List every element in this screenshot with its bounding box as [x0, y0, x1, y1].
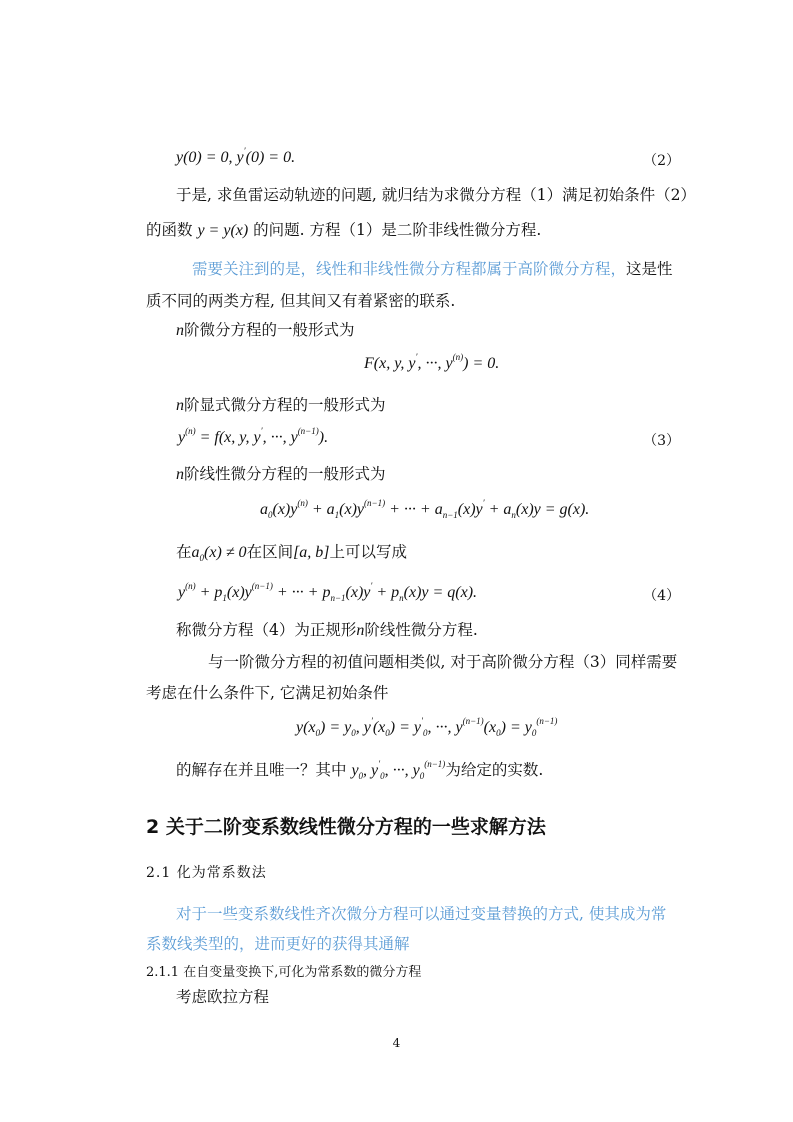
nth-general-formula: F(x, y, y′, ···, $y^{(n)}) = 0$. [364, 352, 500, 372]
paragraph-2-line-1: 需要关注到的是，线性和非线性微分方程都属于高阶微分方程，这是性 [192, 260, 673, 278]
section-2-1-1-heading: 2.1.1 在自变量变换下,可化为常系数的微分方程 [146, 965, 422, 980]
paragraph-1-line-2: 的函数 y = y(x) 的问题. 方程（1）是二阶非线性微分方程. [146, 221, 542, 239]
equation-2-number: （2） [643, 153, 680, 169]
paragraph-1-line-1: 于是, 求鱼雷运动轨迹的问题, 就归结为求微分方程（1）满足初始条件（2） [176, 186, 696, 204]
nth-linear-formula: $a_0(x)y^{(n)} + a_1(x)y^{(n-1)}$ + ··· + $a_{n-1}(x)y' + a_n(x)y = g(x)$. [260, 498, 590, 520]
equation-2: y(0) = 0, y′(0) = 0. [176, 146, 296, 166]
interval-condition: 在$a_0(x) \ne 0$在区间[a, b]上可以写成 [176, 543, 408, 563]
paragraph-3-line-1: 与一阶微分方程的初值问题相类似, 对于高阶微分方程（3）同样需要 [208, 653, 678, 671]
paragraph-2-line-2: 质不同的两类方程, 但其间又有着紧密的联系. [146, 292, 456, 310]
equation-4: $y^{(n)} + p_1(x)y^{(n-1)}$ + ··· + $p_{n-1}(x)y' + p_n(x)y = q(x)$. [178, 581, 478, 603]
nth-general-intro: n阶微分方程的一般形式为 [176, 321, 355, 339]
paragraph-4-line-1: 对于一些变系数线性齐次微分方程可以通过变量替换的方式, 使其成为常 [176, 905, 667, 923]
euler-equation-text: 考虑欧拉方程 [176, 988, 270, 1006]
normal-form-text: 称微分方程（4）为正规形n阶线性微分方程. [176, 621, 478, 639]
section-2-1-heading: 2.1 化为常系数法 [146, 865, 267, 881]
highlighted-text: 需要关注到的是，线性和非线性微分方程都属于高阶微分方程， [192, 260, 627, 278]
equation-4-number: （4） [643, 588, 680, 604]
paragraph-3-line-2: 考虑在什么条件下, 它满足初始条件 [146, 684, 389, 702]
page-number: 4 [392, 1036, 401, 1050]
nth-explicit-formula: $y^{(n)} = f(x$, y, y′, ···, $y^{(n-1)}$). [178, 426, 329, 446]
uniqueness-text: 的解存在并且唯一？其中 $y_0$, $y'_0$, ···, $y_0^{(n-1)}$为给定的实数. [176, 759, 544, 781]
section-2-heading: 2 关于二阶变系数线性微分方程的一些求解方法 [146, 816, 546, 838]
equation-3-number: （3） [643, 433, 680, 449]
initial-conditions-formula: $y(x_0) = y_0$, $y'(x_0) = y'_0$, ···, $y^{(n-1)}(x_0) = y_0^{(n-1)}$ [296, 716, 558, 738]
nth-explicit-intro: n阶显式微分方程的一般形式为 [176, 396, 386, 414]
paragraph-4-line-2: 系数线类型的，进而更好的获得其通解 [146, 935, 410, 953]
nth-linear-intro: n阶线性微分方程的一般形式为 [176, 465, 386, 483]
